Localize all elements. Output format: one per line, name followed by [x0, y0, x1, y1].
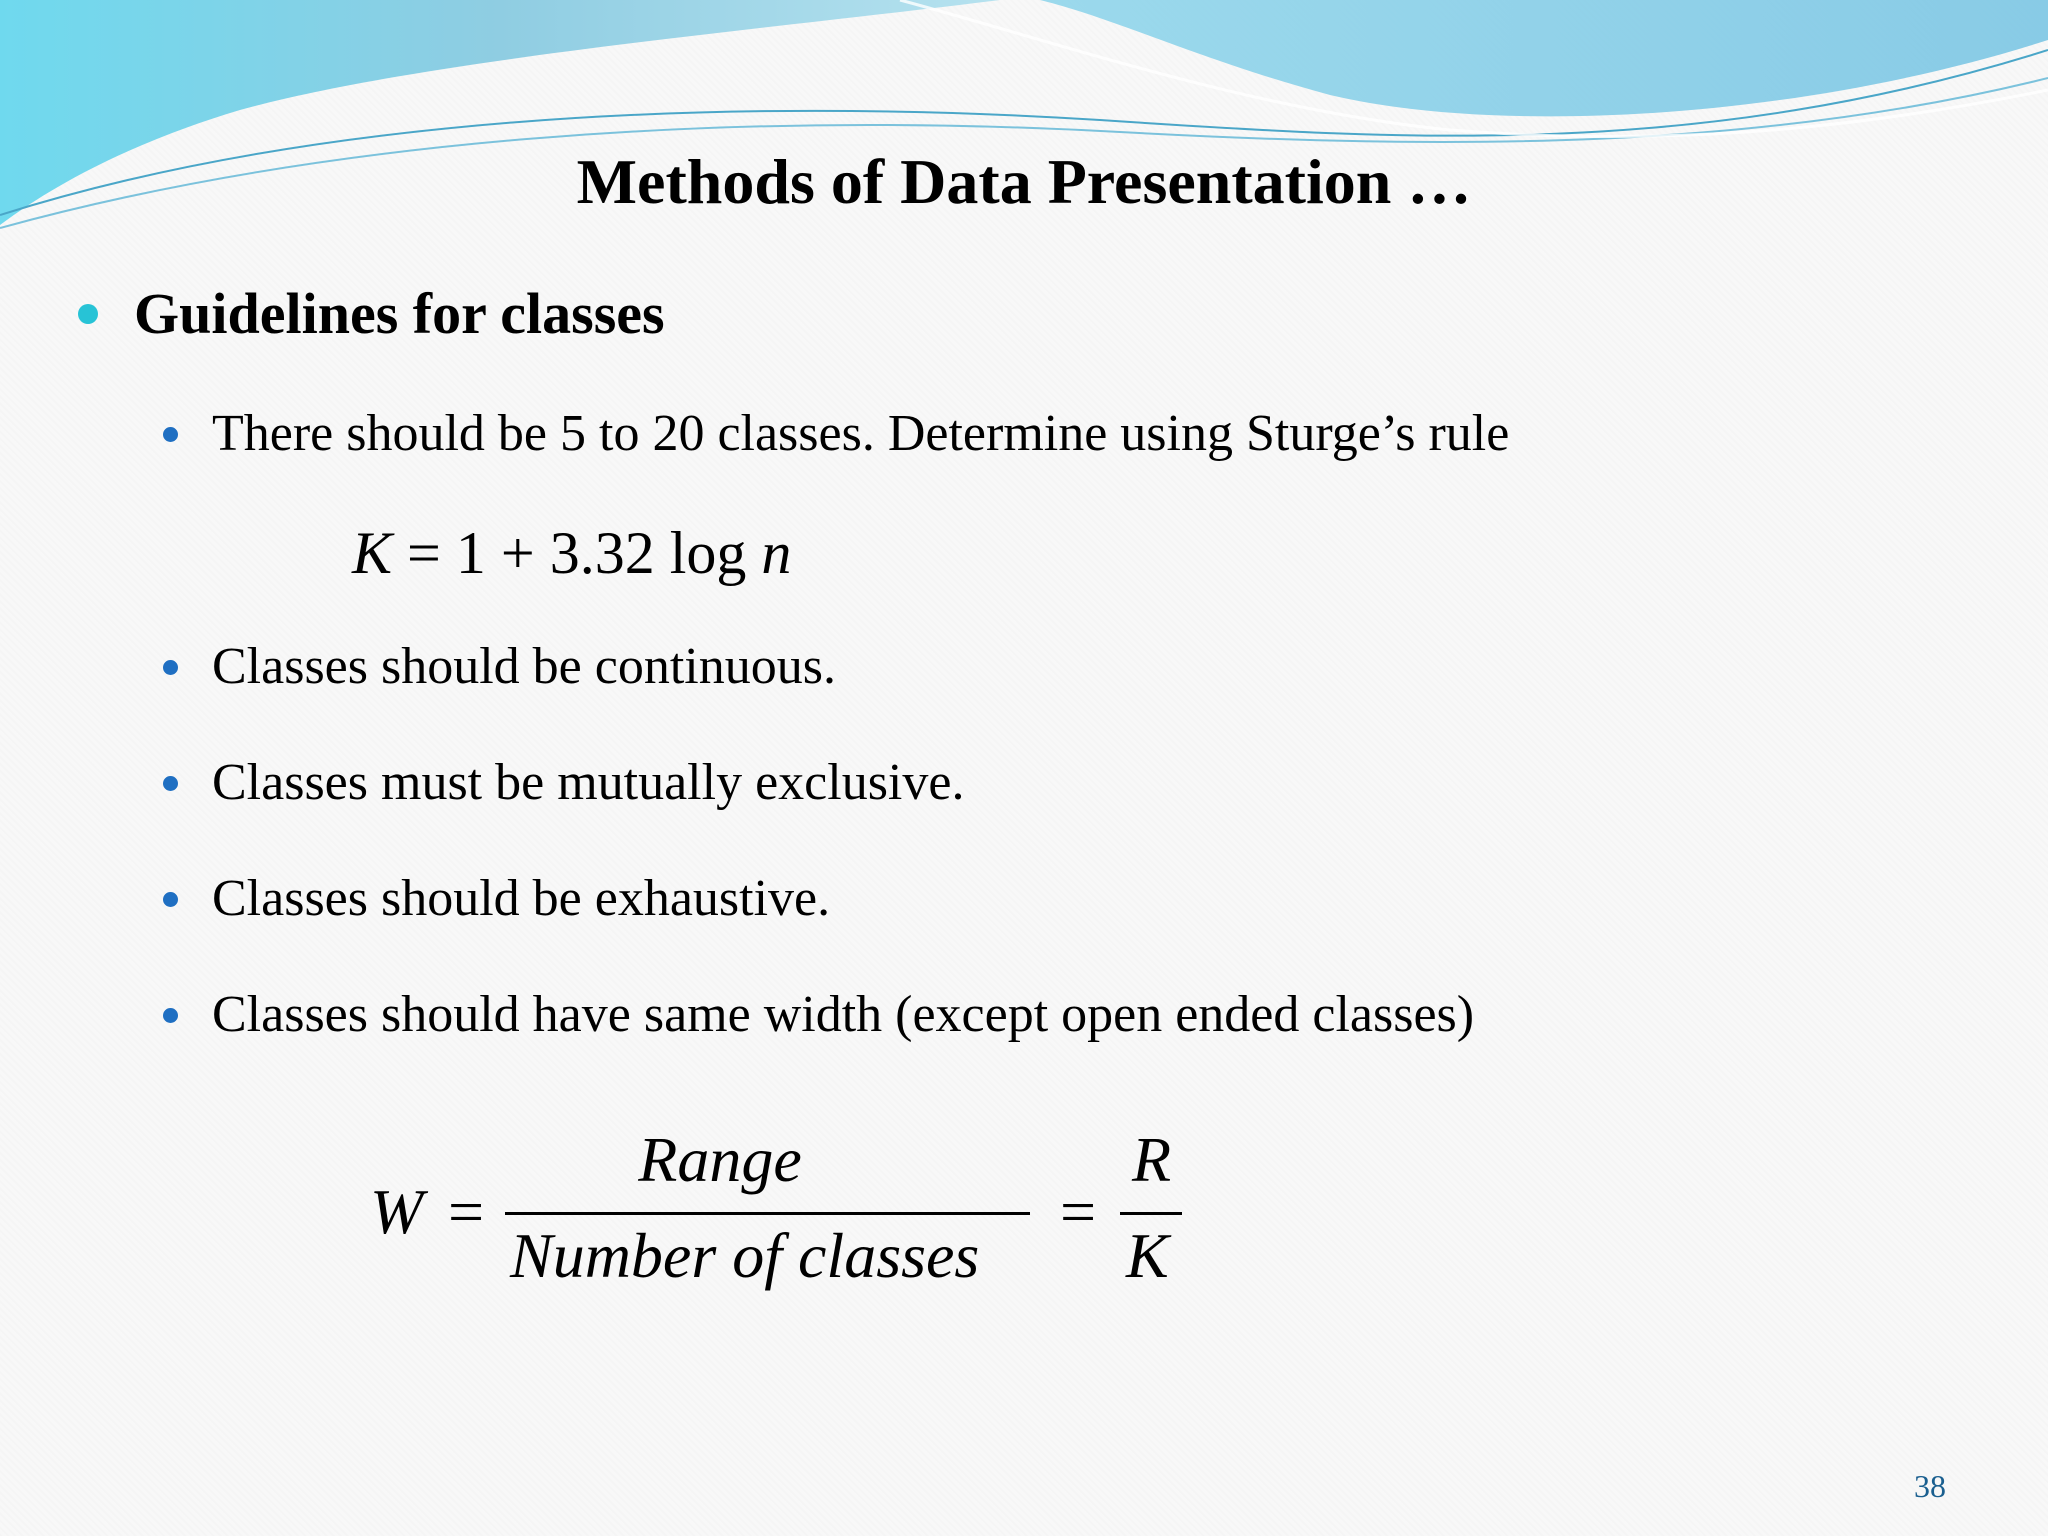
formula-equals: = — [448, 1176, 485, 1247]
list-item — [163, 985, 1474, 1045]
list-item — [163, 404, 1509, 464]
bullet-icon — [163, 660, 178, 675]
width-formula — [370, 1120, 1200, 1310]
heading-bullet — [78, 281, 665, 346]
bullet-icon — [78, 304, 98, 324]
formula-denominator-k: K — [1126, 1220, 1169, 1291]
formula-expression: = 1 + 3.32 log — [407, 520, 747, 586]
formula-equals-2: = — [1060, 1176, 1097, 1247]
list-item — [163, 753, 964, 813]
list-item-text: Classes must be mutually exclusive. — [212, 754, 965, 811]
bullet-icon — [163, 892, 178, 907]
formula-numerator-r: R — [1132, 1124, 1172, 1195]
bullet-icon — [163, 427, 178, 442]
page-number: 38 — [1914, 1468, 1946, 1504]
sturges-formula — [352, 518, 791, 588]
list-item-text: Classes should be continuous. — [212, 638, 836, 695]
bullet-icon — [163, 1008, 178, 1023]
bullet-icon — [163, 776, 178, 791]
fraction-bar-2 — [1120, 1212, 1182, 1215]
list-item-text: Classes should be exhaustive. — [212, 870, 831, 927]
list-item-text: Classes should have same width (except open ended classes) — [212, 986, 1475, 1043]
formula-variable-w: W — [370, 1176, 424, 1247]
list-item — [163, 869, 830, 929]
list-item-text: There should be 5 to 20 classes. Determine using Sturge’s rule — [212, 405, 1510, 462]
heading-text: Guidelines for classes — [134, 281, 665, 346]
formula-numerator: Range — [638, 1124, 802, 1195]
formula-variable-k: K — [352, 520, 393, 586]
slide-title: Methods of Data Presentation … — [576, 146, 1472, 217]
fraction-bar — [505, 1212, 1030, 1215]
formula-denominator: Number of classes — [510, 1220, 980, 1291]
formula-variable-n: n — [761, 520, 792, 586]
list-item — [163, 637, 836, 697]
